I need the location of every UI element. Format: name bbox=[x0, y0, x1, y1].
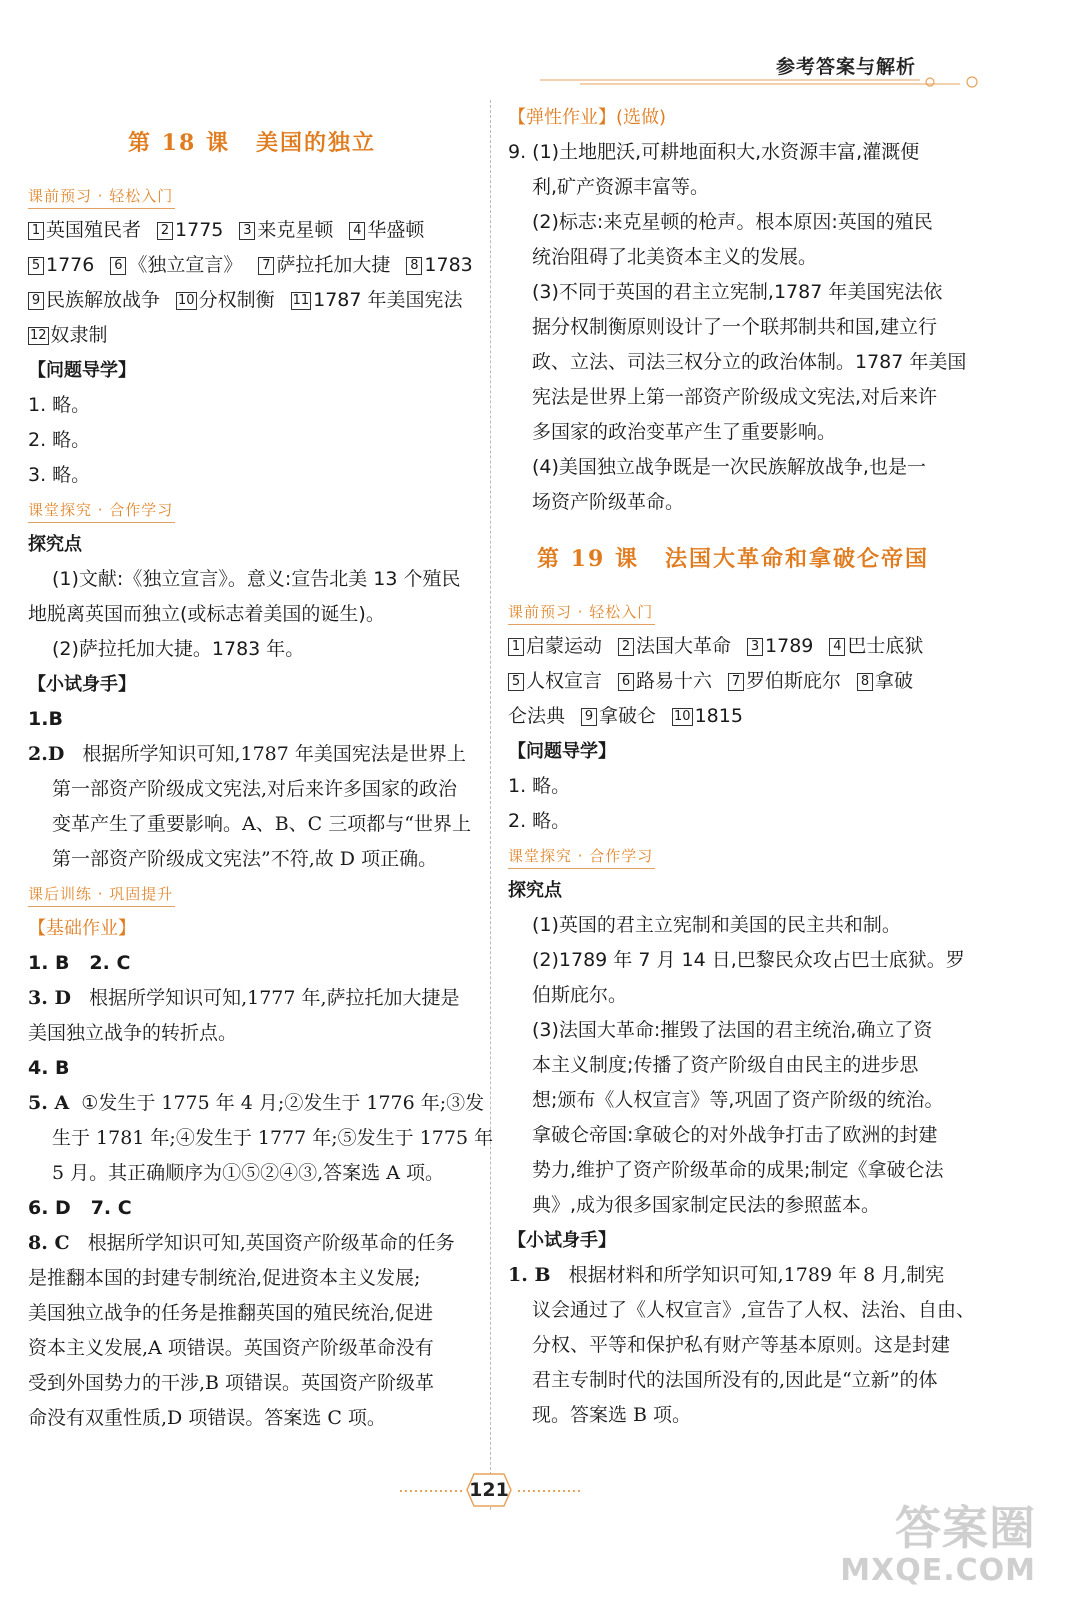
answer-4: 4. B bbox=[28, 1057, 70, 1079]
header-rule-decoration bbox=[540, 75, 980, 89]
answer-text: 美国独立战争的转折点。 bbox=[28, 1022, 238, 1044]
preview-item bbox=[239, 219, 333, 241]
preview-item-text: 奴隶制 bbox=[50, 324, 108, 346]
preview-item-text: 英国殖民者 bbox=[46, 219, 142, 241]
guide-item: 2. 略。 bbox=[508, 810, 571, 832]
answer-9-text: 政、立法、司法三权分立的政治体制。1787 年美国 bbox=[532, 351, 967, 373]
preview-item bbox=[406, 254, 472, 276]
preview-item-text: 路易十六 bbox=[636, 670, 713, 692]
explore-text: 势力,维护了资产阶级革命的成果;制定《拿破仑法 bbox=[532, 1159, 944, 1181]
preview-item bbox=[728, 670, 841, 692]
preview-item bbox=[110, 254, 242, 276]
preview-item bbox=[28, 254, 94, 276]
explore-heading: 探究点 bbox=[508, 880, 562, 901]
preview-item bbox=[28, 219, 141, 241]
preview-item bbox=[508, 705, 565, 727]
number-box: 8 bbox=[406, 257, 422, 275]
quiz-text: 变革产生了重要影响。A、B、C 三项都与“世界上 bbox=[52, 813, 471, 835]
preview-item-text: 1787 年美国宪法 bbox=[313, 289, 463, 311]
number-box: 6 bbox=[110, 257, 126, 275]
preview-item bbox=[618, 635, 731, 657]
answer-9-text: 据分权制衡原则设计了一个联邦制共和国,建立行 bbox=[532, 316, 938, 338]
answer-text: 受到外国势力的干涉,B 项错误。英国资产阶级革 bbox=[28, 1372, 435, 1394]
answer-9-text: (2)标志:来克星顿的枪声。根本原因:英国的殖民 bbox=[532, 211, 933, 233]
answer-9-text: (4)美国独立战争既是一次民族解放战争,也是一 bbox=[532, 456, 926, 478]
number-box: 1 bbox=[508, 638, 524, 656]
preview-item-text: 1815 bbox=[694, 705, 743, 727]
preview-row bbox=[508, 629, 958, 664]
answer-9-text: 利,矿产资源丰富等。 bbox=[532, 176, 710, 198]
answer-9-text: 9. (1)土地肥沃,可耕地面积大,水资源丰富,灌溉便 bbox=[508, 141, 920, 163]
section-explore: 课堂探究 · 合作学习 bbox=[508, 845, 655, 869]
preview-item-text: 1789 bbox=[765, 635, 814, 657]
answer-text: 5 月。其正确顺序为①⑤②④③,答案选 A 项。 bbox=[52, 1162, 444, 1184]
preview-item-text: 1775 bbox=[175, 219, 224, 241]
number-box: 3 bbox=[239, 222, 255, 240]
quiz-text: 第一部资产阶级成文宪法”不符,故 D 项正确。 bbox=[52, 848, 438, 870]
answer-9-text: 多国家的政治变革产生了重要影响。 bbox=[532, 421, 837, 443]
number-box: 8 bbox=[857, 673, 873, 691]
number-box: 7 bbox=[258, 257, 274, 275]
number-box: 7 bbox=[728, 673, 744, 691]
lesson-19-title: 第 19 课 法国大革命和拿破仑帝国 bbox=[537, 546, 929, 572]
page-number: 121 bbox=[466, 1473, 512, 1507]
preview-item-text: 华盛顿 bbox=[367, 219, 425, 241]
preview-item bbox=[28, 324, 108, 346]
section-preview: 课前预习 · 轻松入门 bbox=[28, 185, 175, 209]
preview-item-text: 法国大革命 bbox=[636, 635, 732, 657]
preview-item bbox=[291, 289, 463, 311]
quiz-text: 议会通过了《人权宣言》,宣告了人权、法治、自由、 bbox=[532, 1299, 976, 1321]
preview-row bbox=[28, 318, 476, 353]
explore-text: (2)1789 年 7 月 14 日,巴黎民众攻占巴士底狱。罗 bbox=[532, 949, 965, 971]
quiz-text: 第一部资产阶级成文宪法,对后来许多国家的政治 bbox=[52, 778, 458, 800]
basic-homework-heading: 【基础作业】 bbox=[28, 918, 136, 939]
number-box: 4 bbox=[829, 638, 845, 656]
preview-row bbox=[28, 248, 476, 283]
answer-3: 3. D 根据所学知识可知,1777 年,萨拉托加大捷是 bbox=[28, 987, 460, 1009]
guide-item: 2. 略。 bbox=[28, 429, 91, 451]
guide-item: 1. 略。 bbox=[508, 775, 571, 797]
explore-text: 拿破仑帝国:拿破仑的对外战争打击了欧洲的封建 bbox=[532, 1124, 938, 1146]
number-box: 3 bbox=[747, 638, 763, 656]
section-preview: 课前预习 · 轻松入门 bbox=[508, 601, 655, 625]
explore-text: 本主义制度;传播了资产阶级自由民主的进步思 bbox=[532, 1054, 919, 1076]
preview-item bbox=[618, 670, 712, 692]
preview-item bbox=[857, 670, 913, 692]
preview-item-text: 1783 bbox=[424, 254, 473, 276]
number-box: 10 bbox=[178, 293, 195, 308]
preview-item bbox=[508, 635, 602, 657]
preview-item bbox=[508, 670, 602, 692]
preview-item-text: 来克星顿 bbox=[257, 219, 334, 241]
quiz-text: 君主专制时代的法国所没有的,因此是“立新”的体 bbox=[532, 1369, 938, 1391]
number-box: 4 bbox=[349, 222, 365, 240]
header-title: 参考答案与解析 bbox=[775, 56, 916, 78]
preview-item-text: 分权制衡 bbox=[198, 289, 275, 311]
number-box: 1 bbox=[28, 222, 44, 240]
number-box: 11 bbox=[292, 293, 310, 308]
answer-5: 5. A ①发生于 1775 年 4 月;②发生于 1776 年;③发 bbox=[28, 1092, 485, 1114]
quiz-text: 分权、平等和保护私有财产等基本原则。这是封建 bbox=[532, 1334, 951, 1356]
answer-9-text: 场资产阶级革命。 bbox=[532, 491, 685, 513]
answer-text: 是推翻本国的封建专制统治,促进资本主义发展; bbox=[28, 1267, 421, 1289]
number-box: 9 bbox=[28, 292, 44, 310]
preview-item bbox=[157, 219, 223, 241]
number-box: 12 bbox=[30, 328, 47, 343]
preview-item bbox=[581, 705, 656, 727]
preview-item-text: 《独立宣言》 bbox=[128, 254, 243, 276]
preview-item bbox=[349, 219, 424, 241]
preview-item-text: 民族解放战争 bbox=[46, 289, 161, 311]
number-box: 2 bbox=[157, 222, 173, 240]
preview-answers bbox=[28, 213, 476, 353]
preview-row bbox=[508, 699, 958, 734]
explore-heading: 探究点 bbox=[28, 534, 82, 555]
quiz-answer-1: 1.B bbox=[28, 708, 63, 730]
preview-item-text: 启蒙运动 bbox=[526, 635, 603, 657]
preview-row bbox=[508, 664, 958, 699]
answer-1-2: 1. B 2. C bbox=[28, 952, 131, 974]
answer-9-text: (3)不同于英国的君主立宪制,1787 年美国宪法依 bbox=[532, 281, 943, 303]
quiz-answer-2: 2.D 根据所学知识可知,1787 年美国宪法是世界上 bbox=[28, 743, 466, 765]
column-divider bbox=[490, 100, 491, 1510]
elective-homework-heading: 【弹性作业】(选做) bbox=[508, 107, 667, 128]
preview-item bbox=[672, 705, 743, 727]
preview-item-text: 1776 bbox=[46, 254, 95, 276]
guide-item: 3. 略。 bbox=[28, 464, 91, 486]
explore-text: (2)萨拉托加大捷。1783 年。 bbox=[52, 638, 305, 660]
preview-item bbox=[258, 254, 390, 276]
explore-text: (1)英国的君主立宪制和美国的民主共和制。 bbox=[532, 914, 901, 936]
preview-row bbox=[28, 283, 476, 318]
lesson-18-title: 第 18 课 美国的独立 bbox=[128, 130, 376, 156]
number-box: 10 bbox=[674, 709, 691, 724]
answer-8: 8. C 根据所学知识可知,英国资产阶级革命的任务 bbox=[28, 1232, 455, 1254]
section-explore: 课堂探究 · 合作学习 bbox=[28, 499, 175, 523]
preview-item bbox=[829, 635, 923, 657]
preview-item-text: 拿破仑 bbox=[599, 705, 657, 727]
number-box: 2 bbox=[618, 638, 634, 656]
preview-item bbox=[176, 289, 275, 311]
preview-item-text: 萨拉托加大捷 bbox=[276, 254, 391, 276]
preview-item-text: 罗伯斯庇尔 bbox=[746, 670, 842, 692]
preview-answers bbox=[508, 629, 958, 734]
number-box: 9 bbox=[581, 708, 597, 726]
explore-text: 地脱离英国而独立(或标志着美国的诞生)。 bbox=[28, 603, 385, 625]
guide-heading: 【问题导学】 bbox=[28, 360, 136, 381]
number-box: 5 bbox=[28, 257, 44, 275]
guide-heading: 【问题导学】 bbox=[508, 741, 616, 762]
number-box: 6 bbox=[618, 673, 634, 691]
answer-9-text: 统治阻碍了北美资本主义的发展。 bbox=[532, 246, 818, 268]
preview-item-text: 巴士底狱 bbox=[847, 635, 924, 657]
answer-text: 美国独立战争的任务是推翻英国的殖民统治,促进 bbox=[28, 1302, 434, 1324]
answer-6-7: 6. D 7. C bbox=[28, 1197, 132, 1219]
quiz-answer-1: 1. B 根据材料和所学知识可知,1789 年 8 月,制宪 bbox=[508, 1264, 945, 1286]
preview-row bbox=[28, 213, 476, 248]
quiz-heading: 【小试身手】 bbox=[508, 1230, 616, 1251]
preview-item-text: 拿破 bbox=[875, 670, 914, 692]
preview-item-text: 仑法典 bbox=[508, 705, 566, 727]
explore-text: (3)法国大革命:摧毁了法国的君主统治,确立了资 bbox=[532, 1019, 933, 1041]
explore-text: (1)文献:《独立宣言》。意义:宣告北美 13 个殖民 bbox=[52, 568, 461, 590]
guide-item: 1. 略。 bbox=[28, 394, 91, 416]
explore-text: 伯斯庇尔。 bbox=[532, 984, 628, 1006]
quiz-heading: 【小试身手】 bbox=[28, 674, 136, 695]
preview-item bbox=[747, 635, 813, 657]
preview-item bbox=[28, 289, 160, 311]
answer-text: 命没有双重性质,D 项错误。答案选 C 项。 bbox=[28, 1407, 386, 1429]
number-box: 5 bbox=[508, 673, 524, 691]
preview-item-text: 人权宣言 bbox=[526, 670, 603, 692]
quiz-text: 现。答案选 B 项。 bbox=[532, 1404, 692, 1426]
answer-9-text: 宪法是世界上第一部资产阶级成文宪法,对后来许 bbox=[532, 386, 938, 408]
section-practice: 课后训练 · 巩固提升 bbox=[28, 883, 175, 907]
explore-text: 想;颁布《人权宣言》等,巩固了资产阶级的统治。 bbox=[532, 1089, 944, 1111]
right-column bbox=[508, 100, 976, 1433]
explore-text: 典》,成为很多国家制定民法的参照蓝本。 bbox=[532, 1194, 881, 1216]
left-column bbox=[28, 100, 494, 1436]
answer-text: 生于 1781 年;④发生于 1777 年;⑤发生于 1775 年 bbox=[52, 1127, 494, 1149]
answer-text: 资本主义发展,A 项错误。英国资产阶级革命没有 bbox=[28, 1337, 434, 1359]
watermark: 答案圈 MXQE.COM bbox=[840, 1501, 1036, 1588]
